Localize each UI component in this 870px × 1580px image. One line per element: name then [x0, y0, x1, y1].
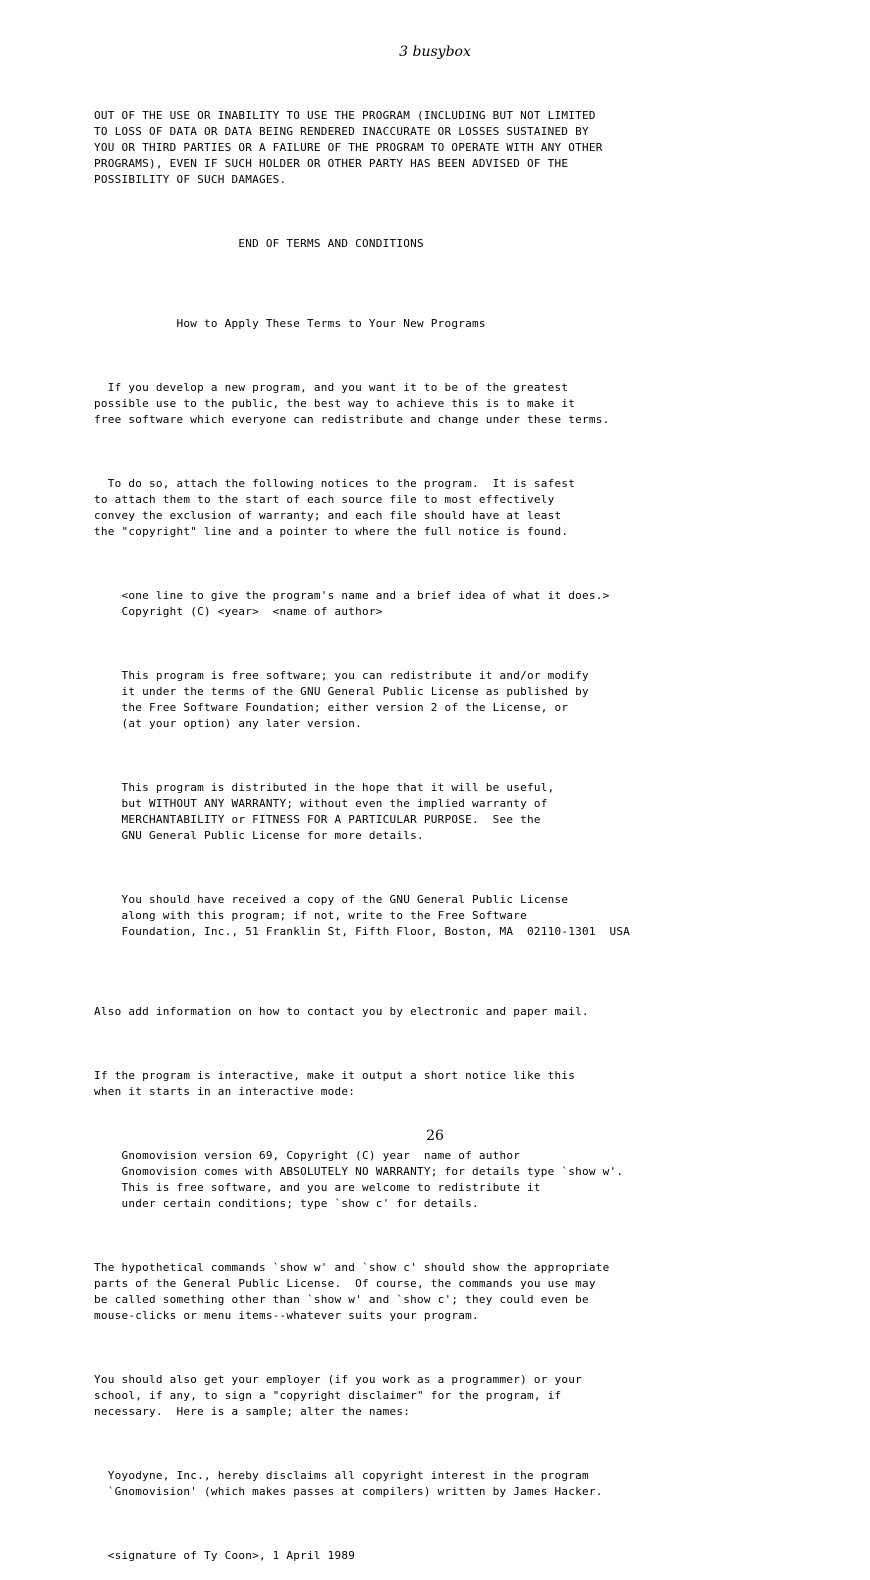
employer-disclaimer-paragraph: You should also get your employer (if you work as a programmer) or your school, if any, to sign a "copyright disclaimer" for the program, if necessary. Here is a sample; alter the names:: [94, 1373, 582, 1418]
license-text-body: [94, 92, 854, 1580]
signature-line: <signature of Ty Coon>, 1 April 1989: [94, 1549, 356, 1562]
attach-notices-paragraph: To do so, attach the following notices to the program. It is safest to attach them to the start of each source file to most effectively convey the exclusion of warranty; and each file should have at least the "copyright" line and a pointer to where the full notice is found.: [94, 477, 576, 538]
how-to-apply-heading: How to Apply These Terms to Your New Programs: [94, 317, 486, 330]
interactive-intro-paragraph: If the program is interactive, make it output a short notice like this when it starts in an interactive mode:: [94, 1069, 576, 1098]
end-of-terms-heading: END OF TERMS AND CONDITIONS: [94, 237, 424, 250]
notice-copy-block: You should have received a copy of the GNU General Public License along with this program; if not, write to the Free Software Foundation, Inc., 51 Franklin St, Fifth Floor, Boston, MA 02110-1301 USA: [121, 893, 631, 938]
notice-warranty-block: This program is distributed in the hope that it will be useful, but WITHOUT ANY WARRANTY; without even the implied warranty of MERCHANTABILITY or FITNESS FOR A PARTICULAR PURPOSE. See the GNU General Public License for more details.: [121, 781, 555, 842]
notice-free-software-block: This program is free software; you can redistribute it and/or modify it under the terms of the GNU General Public License as published by the Free Software Foundation; either version 2 of the License, or (at your option) any later version.: [121, 669, 589, 730]
yoyodyne-disclaimer-block: Yoyodyne, Inc., hereby disclaims all copyright interest in the program `Gnomovision' (which makes passes at compilers) written by James Hacker.: [107, 1469, 603, 1498]
running-header: 3 busybox: [399, 44, 471, 60]
notice-header-block: <one line to give the program's name and a brief idea of what it does.> Copyright (C) <year> <name of author>: [121, 589, 610, 618]
gnomovision-notice-block: Gnomovision version 69, Copyright (C) year name of author Gnomovision comes with ABSOLUTELY NO WARRANTY; for details type `show w'. This is free software, and you are welcome to redistribute it under certain conditions; type `show c' for details.: [121, 1149, 624, 1210]
contact-info-paragraph: Also add information on how to contact you by electronic and paper mail.: [94, 1005, 589, 1018]
intro-paragraph: If you develop a new program, and you want it to be of the greatest possible use to the public, the best way to achieve this is to make it free software which everyone can redistribute and change under these terms.: [94, 381, 610, 426]
hypothetical-commands-paragraph: The hypothetical commands `show w' and `show c' should show the appropriate parts of the General Public License. Of course, the commands you use may be called something other than `show w' and `show c'; they could even be mouse-clicks or menu items--whatever suits your program.: [94, 1261, 610, 1322]
liability-paragraph: OUT OF THE USE OR INABILITY TO USE THE PROGRAM (INCLUDING BUT NOT LIMITED TO LOSS OF DATA OR DATA BEING RENDERED INACCURATE OR LOSSES SUSTAINED BY YOU OR THIRD PARTIES OR A FAILURE OF THE PROGRAM TO OPERATE WITH ANY OTHER PROGRAMS), EVEN IF SUCH HOLDER OR OTHER PARTY HAS BEEN ADVISED OF THE POSSIBILITY OF SUCH DAMAGES.: [94, 109, 603, 186]
page-number: 26: [426, 1128, 444, 1144]
